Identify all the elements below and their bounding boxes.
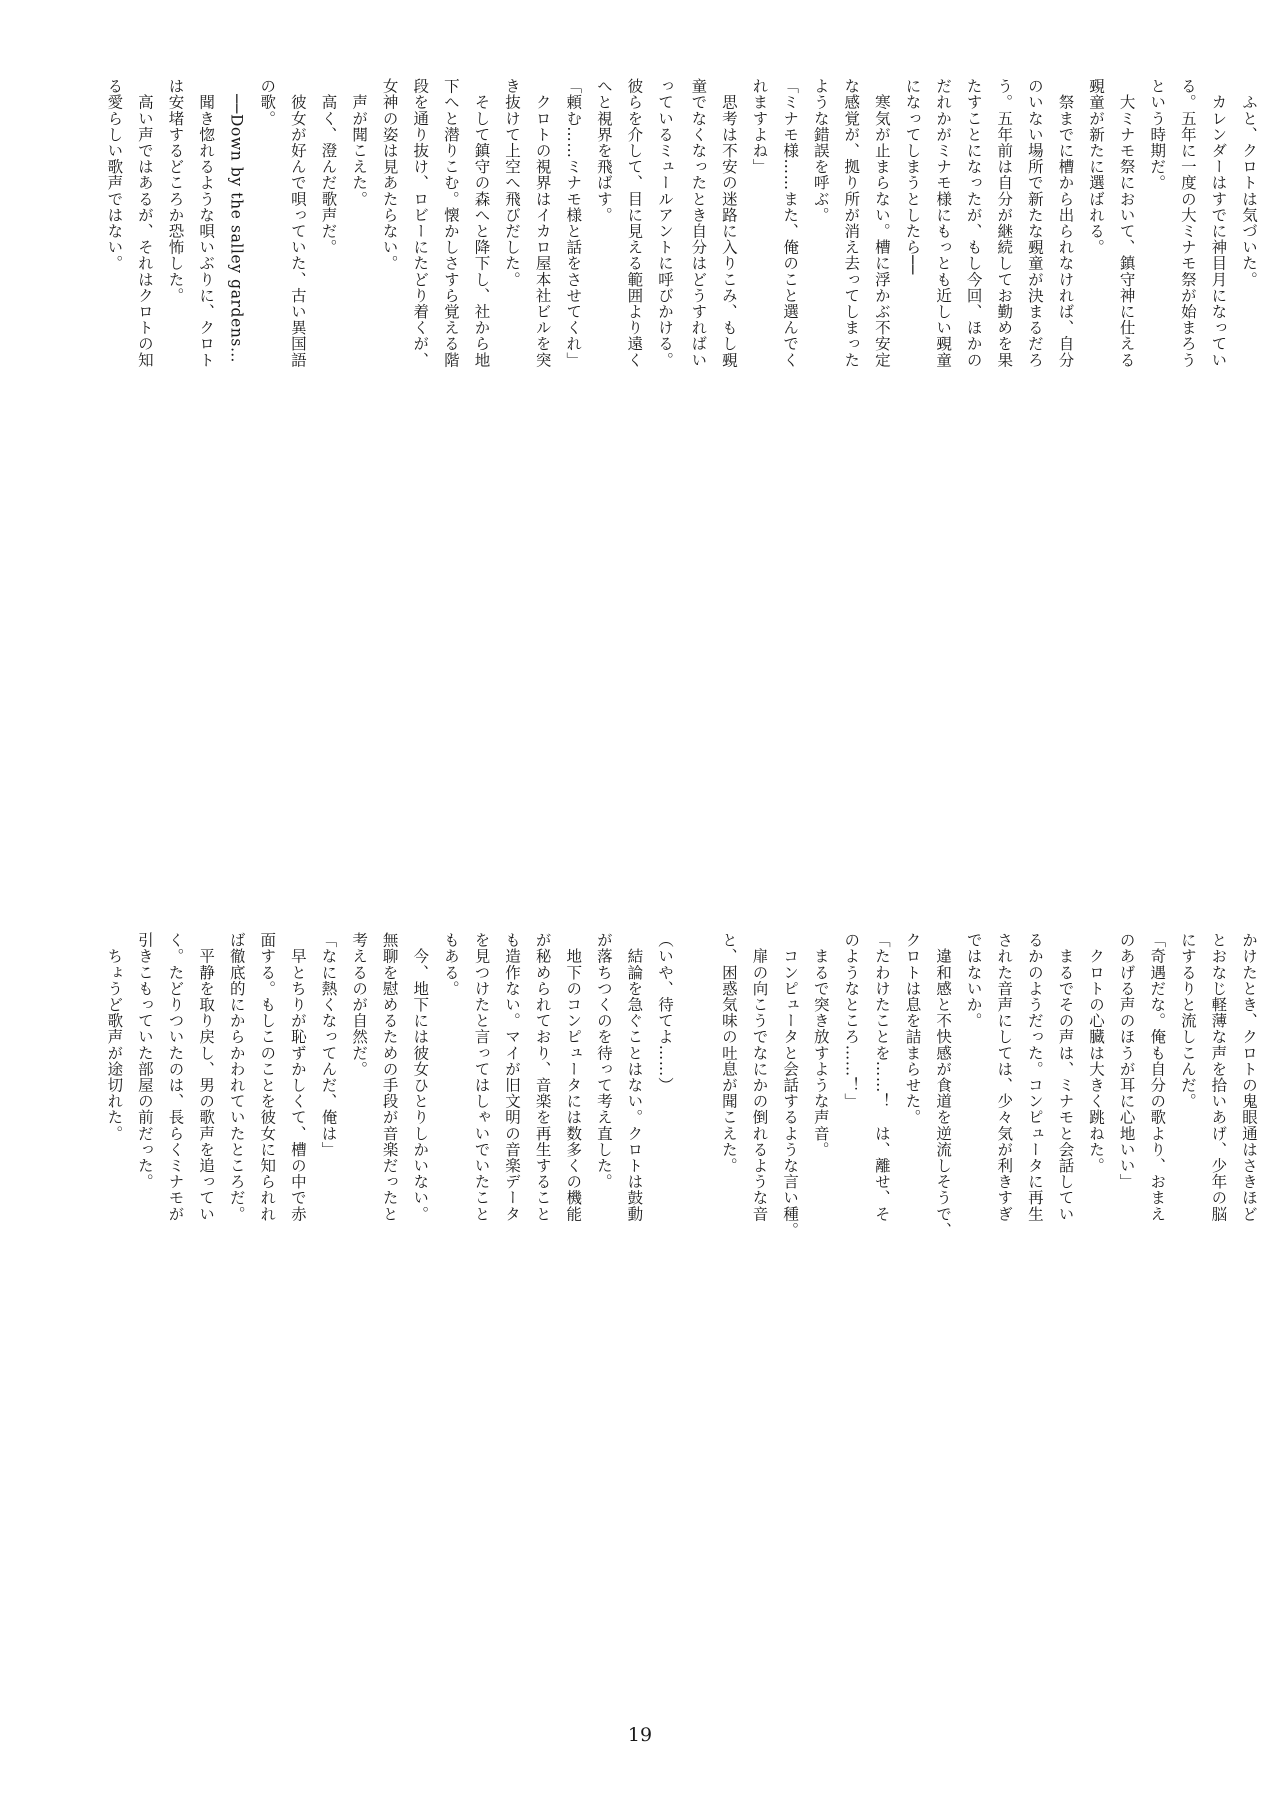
text-line: 寒気が止まらない。槽に浮かぶ不安定 bbox=[872, 78, 891, 368]
text-line: 考えるのが自然だ。 bbox=[350, 932, 369, 1077]
text-line: とおなじ軽薄な声を拾いあげ、少年の脳 bbox=[1209, 932, 1228, 1222]
text-line: ちょうど歌声が途切れた。 bbox=[105, 932, 124, 1142]
upper-right-text-block bbox=[680, 78, 1264, 788]
text-line: ではないか。 bbox=[964, 932, 983, 1029]
text-line: 高い声ではあるが、それはクロトの知 bbox=[135, 78, 154, 368]
text-line: る。五年に一度の大ミナモ祭が始まろう bbox=[1178, 78, 1197, 368]
text-line: クロトの心臓は大きく跳ねた。 bbox=[1087, 932, 1106, 1174]
text-line: （いや、待てよ……） bbox=[656, 932, 674, 1093]
text-line: そして鎮守の森へと降下し、社から地 bbox=[472, 78, 491, 368]
text-line: 彼らを介して、目に見える範囲より遠く bbox=[625, 78, 644, 368]
text-line: 女神の姿は見あたらない。 bbox=[380, 78, 399, 272]
text-line: 彼女が好んで唄っていた、古い異国語 bbox=[288, 78, 307, 368]
text-line: クロトは息を詰まらせた。 bbox=[903, 932, 922, 1126]
text-line: が秘められており、音楽を再生すること bbox=[533, 932, 552, 1222]
text-line bbox=[96, 78, 99, 788]
text-line: 高く、澄んだ歌声だ。 bbox=[319, 78, 338, 256]
text-line: クロトの視界はイカロ屋本社ビルを突 bbox=[533, 78, 552, 368]
text-line: 覡童が新たに選ばれる。 bbox=[1087, 78, 1106, 256]
text-line: れますよね」 bbox=[750, 78, 769, 175]
lower-right-text-block bbox=[680, 932, 1264, 1694]
text-line: と、困惑気味の吐息が聞こえた。 bbox=[719, 932, 738, 1174]
text-line: 童でなくなったとき自分はどうすればい bbox=[689, 78, 708, 368]
text-line: の歌。 bbox=[258, 78, 277, 127]
text-line: かけたとき、クロトの鬼眼通はさきほど bbox=[1240, 932, 1258, 1222]
text-line: 平静を取り戻し、男の歌声を追ってい bbox=[197, 932, 216, 1222]
text-line: を見つけたと言ってはしゃいでいたこと bbox=[472, 932, 491, 1222]
lower-left-text-block bbox=[96, 932, 680, 1694]
text-line: る愛らしい歌声ではない。 bbox=[105, 78, 124, 272]
text-line: も造作ない。マイが旧文明の音楽データ bbox=[503, 932, 522, 1222]
text-line: るかのようだった。コンピュータに再生 bbox=[1025, 932, 1044, 1222]
text-line: 下へと潜りこむ。懐かしさすら覚える階 bbox=[441, 78, 460, 368]
text-line: という時期だ。 bbox=[1148, 78, 1167, 191]
text-line: ば徹底的にからかわれていたところだ。 bbox=[227, 932, 246, 1222]
text-line: まるでその声は、ミナモと会話してい bbox=[1056, 932, 1075, 1222]
text-line: だれかがミナモ様にもっとも近しい覡童 bbox=[934, 78, 953, 368]
text-line: 結論を急ぐことはない。クロトは鼓動 bbox=[625, 932, 644, 1222]
text-line: ような錯誤を呼ぶ。 bbox=[811, 78, 830, 223]
text-line: 違和感と不快感が食道を逆流しそうで、 bbox=[934, 932, 953, 1238]
text-line: カレンダーはすでに神目月になってい bbox=[1209, 78, 1228, 368]
text-line: は安堵するどころか恐怖した。 bbox=[166, 78, 185, 304]
text-line bbox=[96, 932, 99, 1694]
text-line: く。たどりついたのは、長らくミナモが bbox=[166, 932, 185, 1222]
text-line: のいない場所で新たな覡童が決まるだろ bbox=[1025, 78, 1044, 368]
text-line: 声が聞こえた。 bbox=[350, 78, 369, 207]
text-line: へと視界を飛ばす。 bbox=[594, 78, 613, 223]
text-line bbox=[680, 78, 683, 788]
text-line: っているミュールアントに呼びかける。 bbox=[656, 78, 674, 368]
text-line: もある。 bbox=[441, 932, 460, 997]
text-line: き抜けて上空へ飛びだした。 bbox=[503, 78, 522, 288]
text-line: 聞き惚れるような唄いぶりに、クロト bbox=[197, 78, 216, 368]
text-line: 「ミナモ様……また、俺のこと選んでく bbox=[781, 78, 800, 368]
text-line: 祭までに槽から出られなければ、自分 bbox=[1056, 78, 1075, 368]
text-line: 無聊を慰めるための手段が音楽だったと bbox=[380, 932, 399, 1222]
text-line: された音声にしては、少々気が利きすぎ bbox=[995, 932, 1014, 1222]
text-line: コンピュータと会話するような言い種。 bbox=[781, 932, 800, 1238]
text-line: 「頼む……ミナモ様と話をさせてくれ」 bbox=[564, 78, 583, 368]
text-line bbox=[683, 932, 714, 1694]
text-line: 面する。もしこのことを彼女に知られれ bbox=[258, 932, 277, 1222]
text-line: 思考は不安の迷路に入りこみ、もし覡 bbox=[719, 78, 738, 368]
text-line: 「たわけたことを……！ は、離せ、そ bbox=[872, 932, 891, 1222]
text-line: 段を通り抜け、ロビーにたどり着くが、 bbox=[411, 78, 430, 368]
text-line: たすことになったが、もし今回、ほかの bbox=[964, 78, 983, 368]
text-line: 引きこもっていた部屋の前だった。 bbox=[135, 932, 154, 1190]
text-line: 早とちりが恥ずかしくて、槽の中で赤 bbox=[288, 932, 307, 1222]
text-line: な感覚が、拠り所が消え去ってしまった bbox=[842, 78, 861, 368]
text-line: 大ミナモ祭において、鎮守神に仕える bbox=[1117, 78, 1136, 368]
text-line: 「なに熱くなってんだ、俺は」 bbox=[319, 932, 338, 1158]
upper-left-text-block bbox=[96, 78, 680, 788]
text-line: ふと、クロトは気づいた。 bbox=[1240, 78, 1258, 288]
text-line: が落ちつくのを待って考え直した。 bbox=[594, 932, 613, 1190]
text-line: ──Down by the salley gardens… bbox=[227, 78, 246, 364]
text-line: にするりと流しこんだ。 bbox=[1178, 932, 1197, 1110]
text-line: のようなところ……！」 bbox=[842, 932, 861, 1110]
page-number: 19 bbox=[627, 1724, 653, 1746]
text-line: 「奇遇だな。俺も自分の歌より、おまえ bbox=[1148, 932, 1167, 1222]
text-line: まるで突き放すような声音。 bbox=[811, 932, 830, 1158]
text-line: になってしまうとしたら── bbox=[903, 78, 922, 275]
text-line: 地下のコンピュータには数多くの機能 bbox=[564, 932, 583, 1222]
text-line: のあげる声のほうが耳に心地いい」 bbox=[1117, 932, 1136, 1190]
text-line: う。五年前は自分が継続してお勤めを果 bbox=[995, 78, 1014, 368]
text-line: 扉の向こうでなにかの倒れるような音 bbox=[750, 932, 769, 1222]
text-line: 今、地下には彼女ひとりしかいない。 bbox=[411, 932, 430, 1222]
text-line bbox=[680, 932, 683, 1694]
